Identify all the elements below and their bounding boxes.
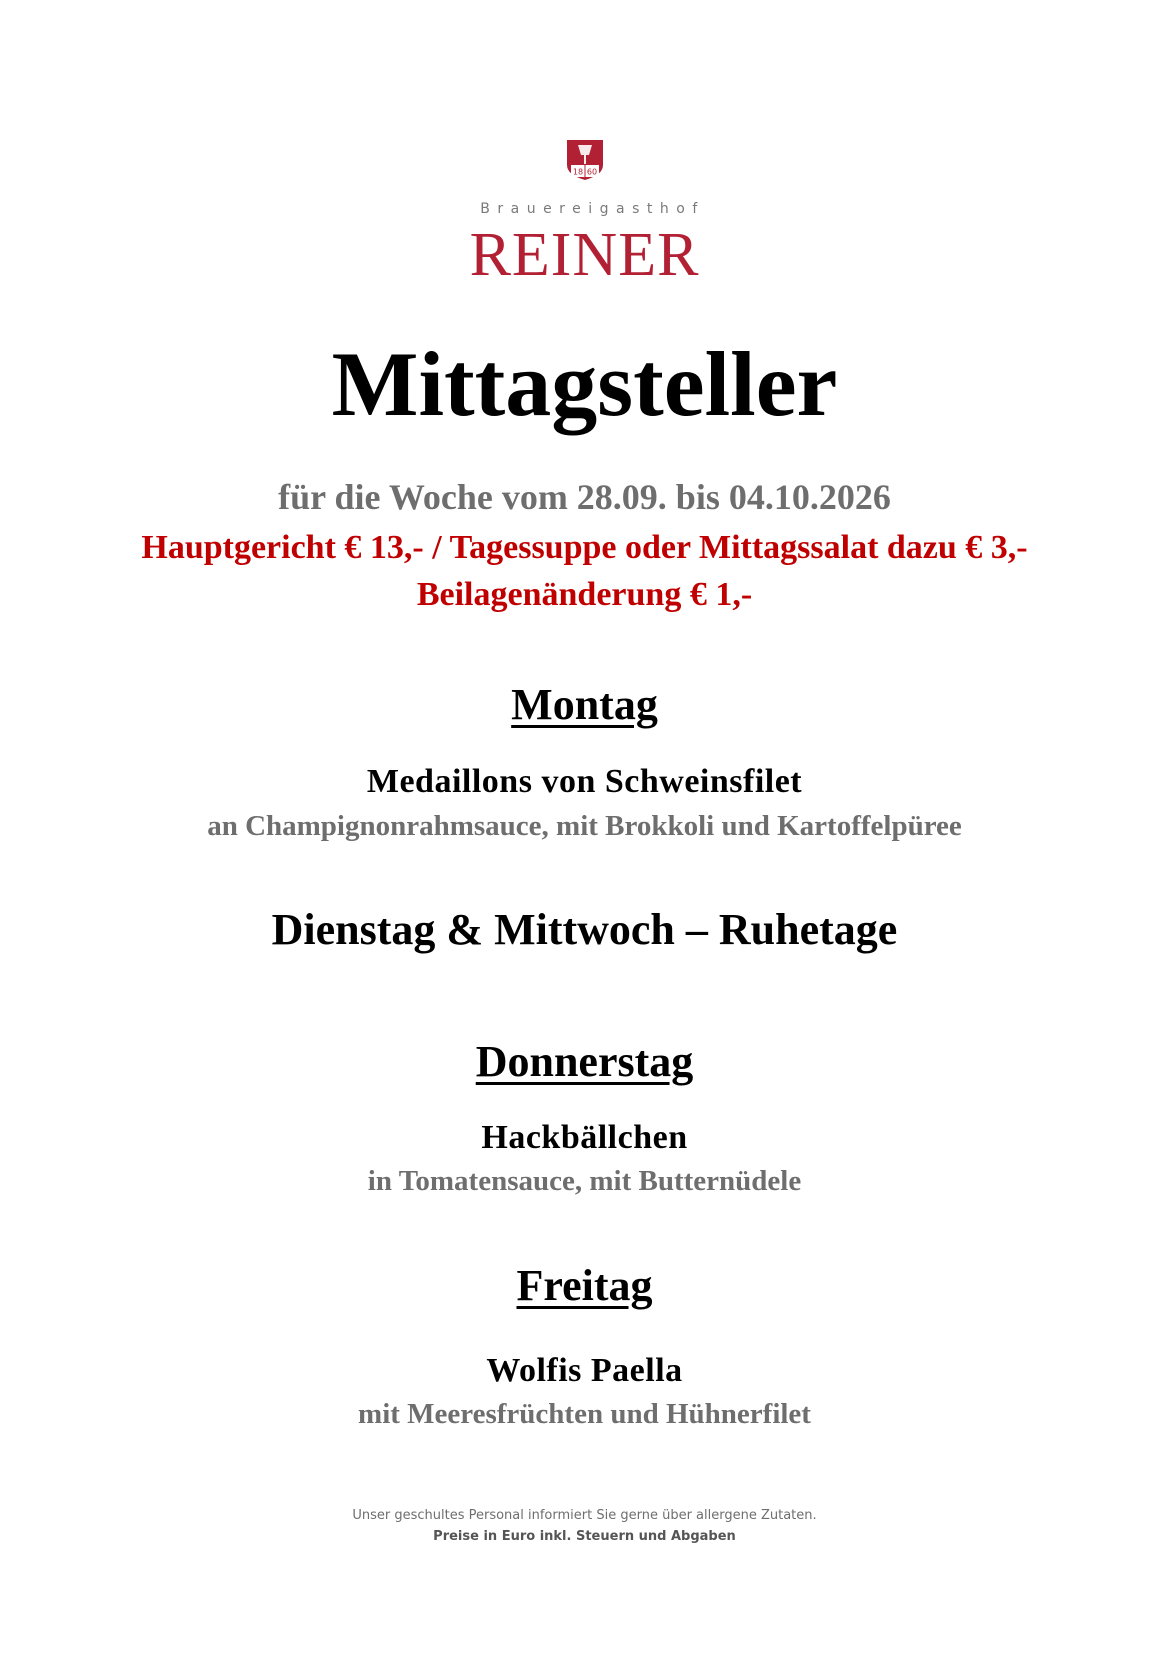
dish-description-friday: mit Meeresfrüchten und Hühnerfilet [358,1398,811,1430]
day-heading-friday: Freitag [516,1261,653,1310]
brewery-crest-logo [565,139,605,181]
day-heading-thursday: Donnerstag [475,1037,694,1086]
price-note: Preise in Euro inkl. Steuern und Abgaben [433,1529,736,1544]
dish-name-friday: Wolfis Paella [486,1352,683,1389]
dish-name-monday: Medaillons von Schweinsfilet [366,763,803,800]
day-heading-monday: Montag [511,680,658,729]
dish-description-monday: an Champignonrahmsauce, mit Brokkoli und Kartoffelpüree [207,810,962,842]
crest-year-left: 18 [572,167,584,177]
dish-description-thursday: in Tomatensauce, mit Butternüdele [367,1165,802,1197]
logo-wordmark: REINER [469,221,700,289]
logo-subtitle: Brauereigasthof [480,201,705,217]
price-info-side-change: Beilagenänderung € 1,- [416,576,753,613]
crest-year-right: 60 [586,167,598,177]
price-info-main: Hauptgericht € 13,- / Tagessuppe oder Mittagssalat dazu € 3,- [141,529,1028,566]
week-range: für die Woche vom 28.09. bis 04.10.2026 [278,477,891,517]
allergen-note: Unser geschultes Personal informiert Sie gerne über allergene Zutaten. [352,1508,817,1523]
page-title: Mittagsteller [331,333,838,435]
closed-days-notice: Dienstag & Mittwoch – Ruhetage [271,905,898,954]
dish-name-thursday: Hackbällchen [481,1119,688,1156]
